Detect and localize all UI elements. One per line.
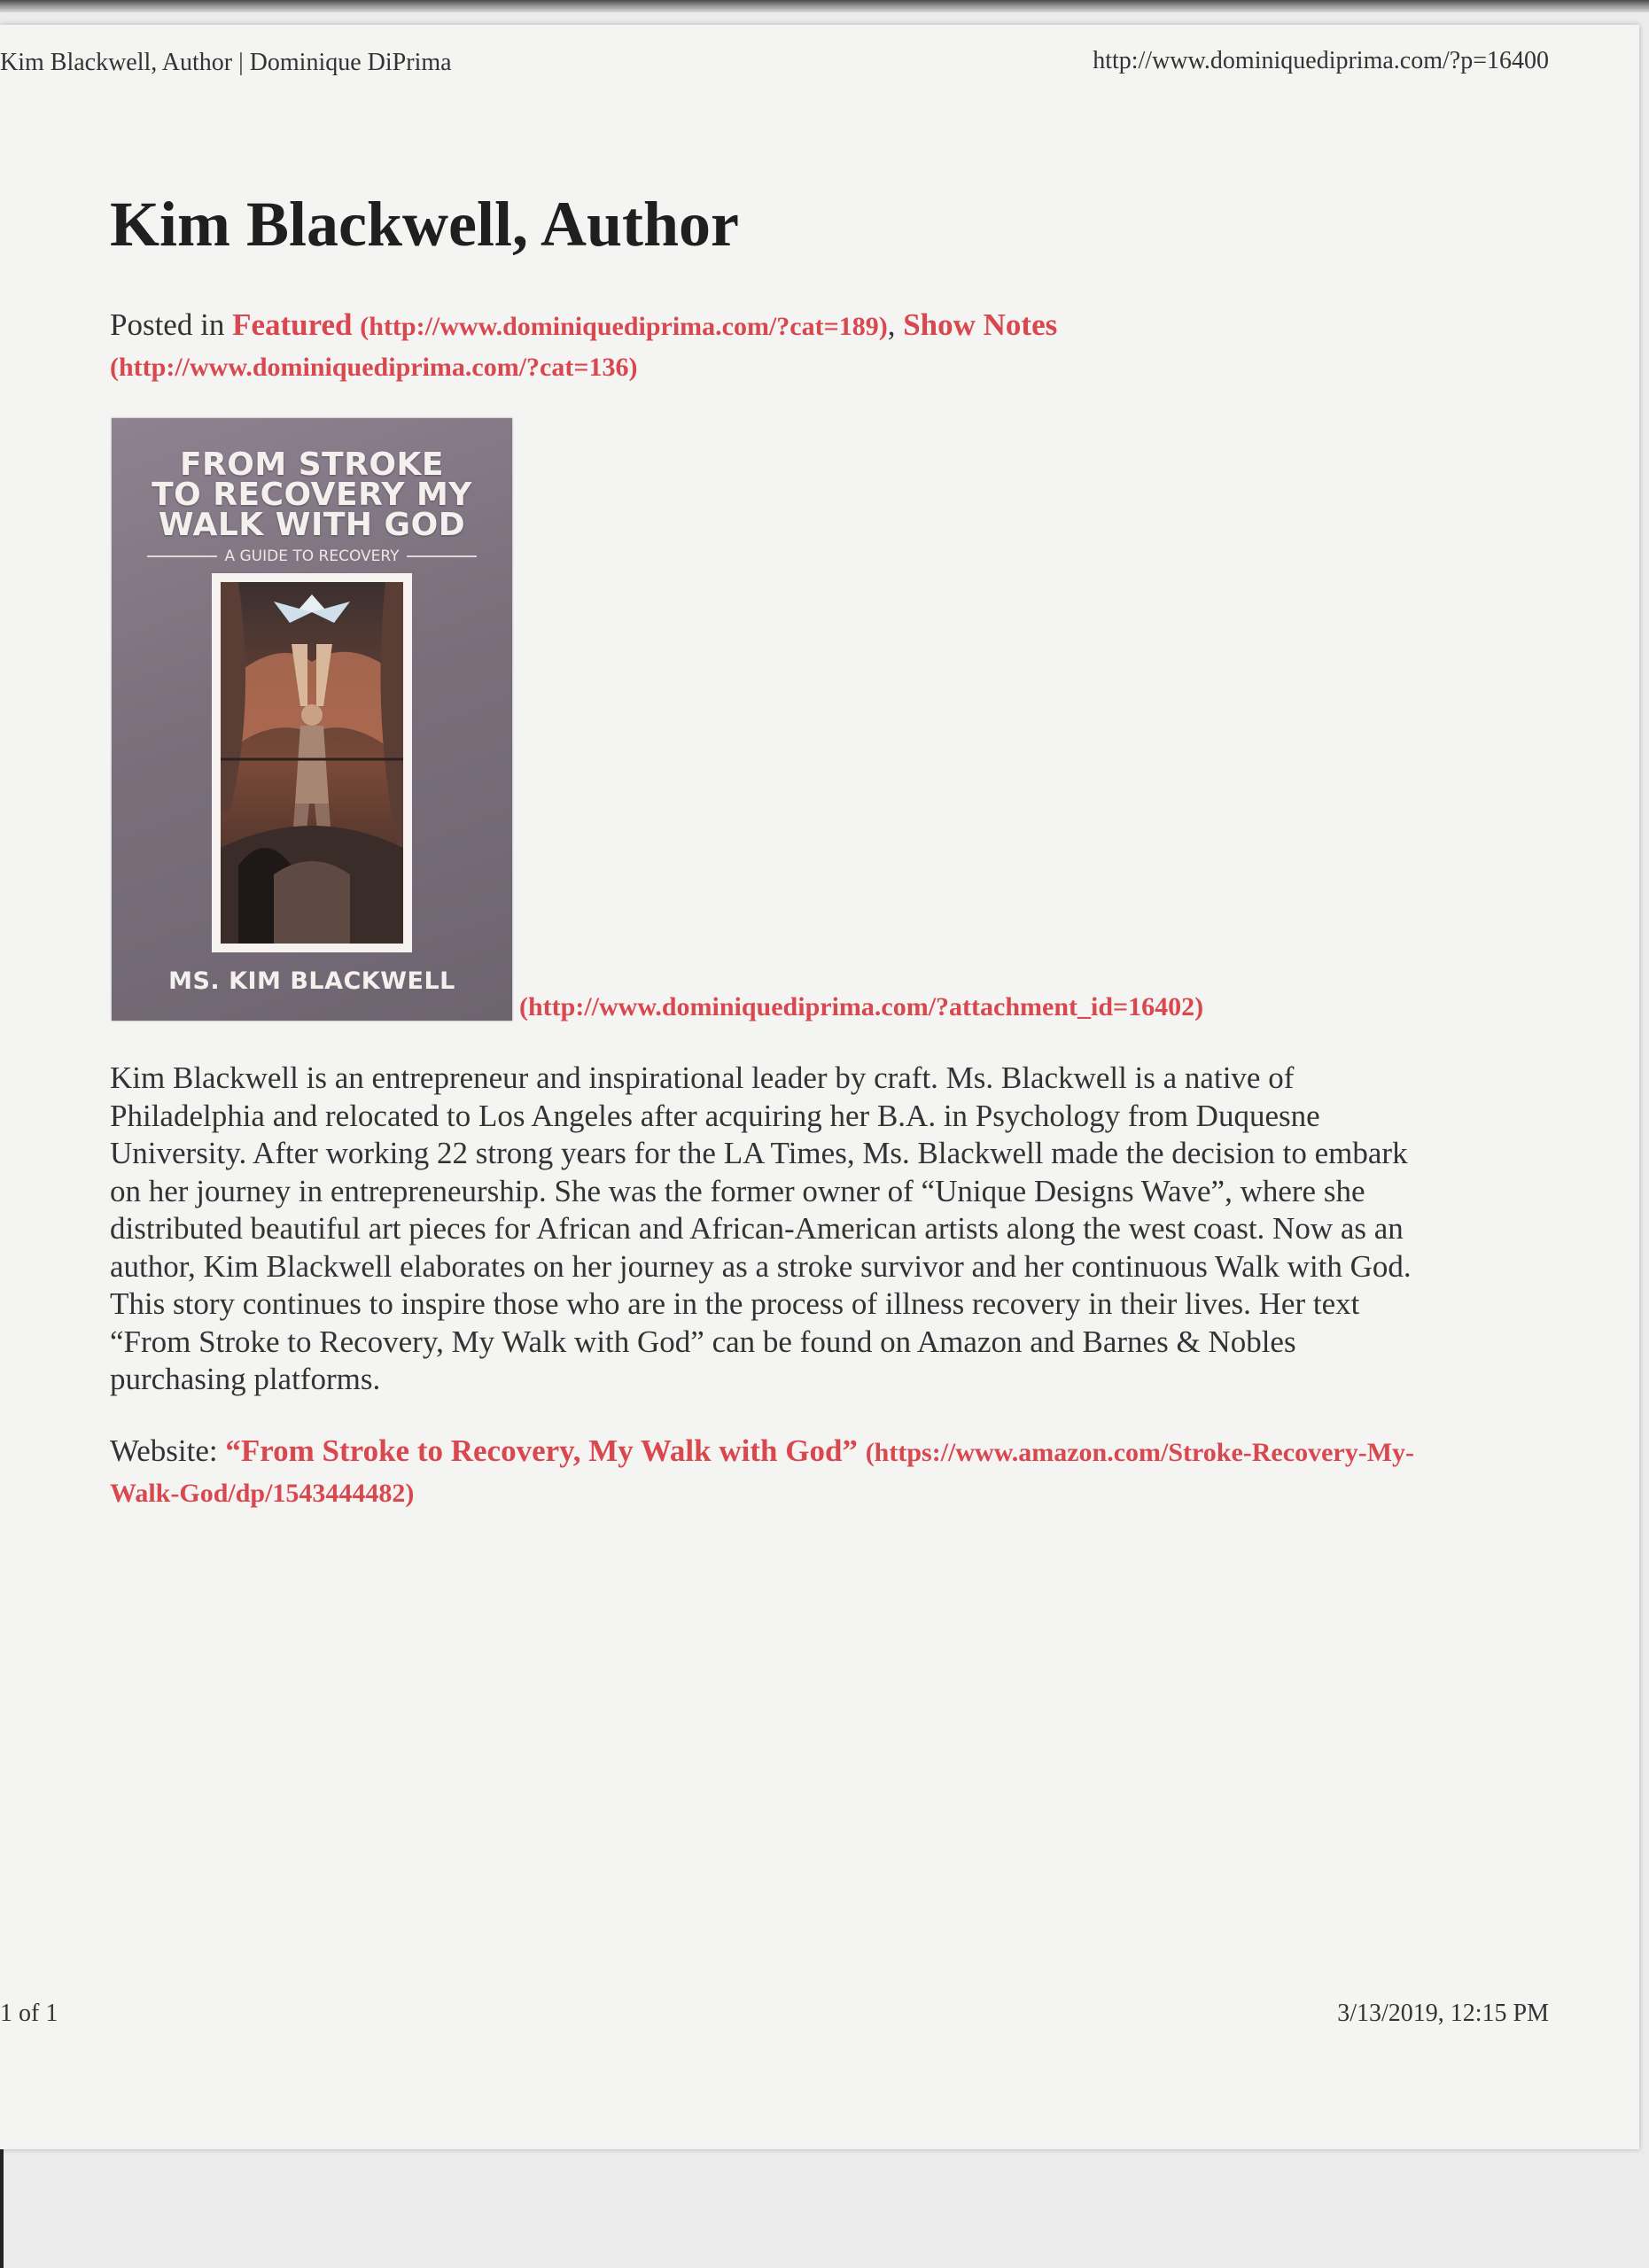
category-link-show-notes[interactable]: Show Notes — [903, 307, 1058, 342]
print-header-page-title: Kim Blackwell, Author | Dominique DiPrima — [0, 49, 452, 76]
website-book-url[interactable]: (https://www.amazon.com/Stroke-Recovery-My-Walk-God/dp/1543444482) — [110, 1438, 1414, 1508]
post-categories — [110, 306, 1439, 387]
website-line — [110, 1432, 1421, 1513]
category-url-show-notes[interactable]: (http://www.dominiquediprima.com/?cat=136) — [110, 353, 638, 382]
book-cover-art-frame — [212, 573, 412, 952]
book-cover-author: MS. KIM BLACKWELL — [168, 967, 455, 995]
website-label: Website: — [110, 1433, 218, 1468]
website-book-link[interactable]: “From Stroke to Recovery, My Walk with God” — [225, 1433, 858, 1468]
posted-in-label: Posted in — [110, 307, 225, 342]
post-title: Kim Blackwell, Author — [110, 189, 740, 260]
book-cover-artwork-icon — [221, 582, 403, 944]
attachment-link[interactable]: (http://www.dominiquediprima.com/?attachment_id=16402) — [519, 992, 1204, 1021]
category-separator: , — [887, 307, 904, 342]
book-cover-image[interactable] — [112, 418, 512, 1021]
subtitle-rule-left — [147, 555, 217, 557]
subtitle-rule-right — [407, 555, 477, 557]
scanner-edge — [0, 0, 1649, 12]
scanner-left-edge — [0, 2149, 4, 2268]
book-cover-subtitle — [147, 548, 477, 565]
author-bio: Kim Blackwell is an entrepreneur and inspirational leader by craft. Ms. Blackwell is a native of Philadelphia and relocated to Los Angeles after acquiring her B.A. in Psychology from Duquesne University. After working 22 strong years for the LA Times, Ms. Blackwell made the decision to embark on her journey in entrepreneurship. She was the former owner of “Unique Designs Wave”, where she distributed beautiful art pieces for African and African-American artists along the west coast. Now as an author, Kim Blackwell elaborates on her journey as a stroke survivor and her continuous Walk with God. This story continues to inspire those who are in the process of illness recovery in their lives. Her text “From Stroke to Recovery, My Walk with God” can be found on Amazon and Barnes & Nobles purchasing platforms. — [110, 1060, 1412, 1396]
print-footer-timestamp: 3/13/2019, 12:15 PM — [1337, 2000, 1549, 2027]
print-header-url: http://www.dominiquediprima.com/?p=16400 — [1093, 47, 1549, 74]
category-url-featured[interactable]: (http://www.dominiquediprima.com/?cat=189) — [360, 312, 888, 341]
category-link-featured[interactable]: Featured — [232, 307, 353, 342]
print-footer-page-count: 1 of 1 — [0, 2000, 58, 2027]
book-cover-subtitle-text: A GUIDE TO RECOVERY — [224, 548, 400, 565]
book-cover-title: FROM STROKE TO RECOVERY MY WALK WITH GOD — [152, 447, 472, 543]
